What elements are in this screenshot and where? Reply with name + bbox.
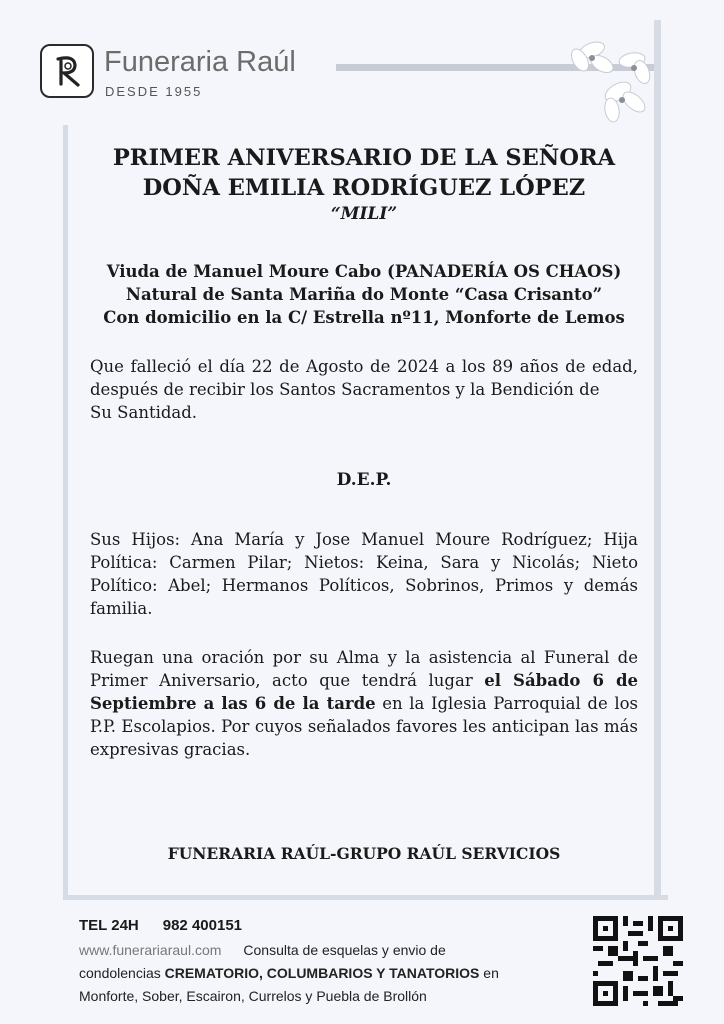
info-line-1: Viuda de Manuel Moure Cabo (PANADERÍA OS CHAOS): [106, 262, 622, 281]
phone-label: TEL 24H: [79, 917, 139, 934]
signature: FUNERARIA RAÚL-GRUPO RAÚL SERVICIOS: [167, 844, 561, 863]
death-paragraph: [90, 355, 638, 424]
request-text-2: en la Iglesia Parroquial de los P.P. Escolapios. Por cuyos señalados favores les anticipan las más expresivas gracias.: [90, 694, 638, 759]
qr-code-icon[interactable]: [593, 916, 683, 1006]
title-line-1: PRIMER ANIVERSARIO DE LA SEÑORA: [112, 145, 616, 171]
death-text-end: Su Santidad.: [90, 403, 198, 422]
nickname: “MILI”: [330, 204, 398, 224]
phone-number[interactable]: 982 400151: [162, 917, 242, 934]
personal-info: [90, 260, 638, 329]
title-line-2: DOÑA EMILIA RODRÍGUEZ LÓPEZ: [142, 175, 586, 201]
ceremony-date: el Sábado 6 de Septiembre a las 6 de la tarde: [90, 671, 638, 713]
info-line-3: Con domicilio en la C/ Estrella nº11, Monforte de Lemos: [103, 308, 625, 327]
logo-emblem: [40, 44, 94, 98]
footer-line-2: [79, 965, 499, 981]
family-paragraph: Sus Hijos: Ana María y Jose Manuel Moure Rodríguez; Hija Política: Carmen Pilar; Nietos: Keina, Sara y Nicolás; Nieto Político: Abel; Hermanos Políticos, Sobrinos, Primos y demás familia.: [90, 530, 638, 618]
phone-line: [79, 917, 266, 934]
services-text: CREMATORIO, COLUMBARIOS Y TANATORIOS: [164, 965, 480, 981]
footer-line-1: [79, 942, 446, 958]
in-text: en: [483, 965, 499, 981]
flower-decoration-icon: [552, 30, 662, 130]
condolences-text: condolencias: [79, 965, 161, 981]
brand-since: DESDE 1955: [105, 84, 203, 99]
info-line-2: Natural de Santa Mariña do Monte “Casa Crisanto”: [125, 285, 603, 304]
brand-name: Funeraria Raúl: [104, 46, 296, 78]
consult-text: Consulta de esquelas y envio de: [243, 942, 446, 958]
request-paragraph: [90, 646, 638, 761]
request-text-1: Ruegan una oración por su Alma y la asistencia al Funeral de Primer Aniversario, acto que tendrá lugar: [90, 648, 638, 690]
notice-title: [90, 143, 638, 203]
death-text: Que falleció el día 22 de Agosto de 2024 a los 89 años de edad, después de recibir los Santos Sacramentos y la Bendición de: [90, 357, 638, 399]
notice-frame: [63, 125, 668, 900]
locations-text: Monforte, Sober, Escairon, Currelos y Puebla de Brollón: [79, 988, 427, 1004]
dep-text: D.E.P.: [336, 470, 392, 490]
website-link[interactable]: www.funerariaraul.com: [79, 942, 222, 958]
